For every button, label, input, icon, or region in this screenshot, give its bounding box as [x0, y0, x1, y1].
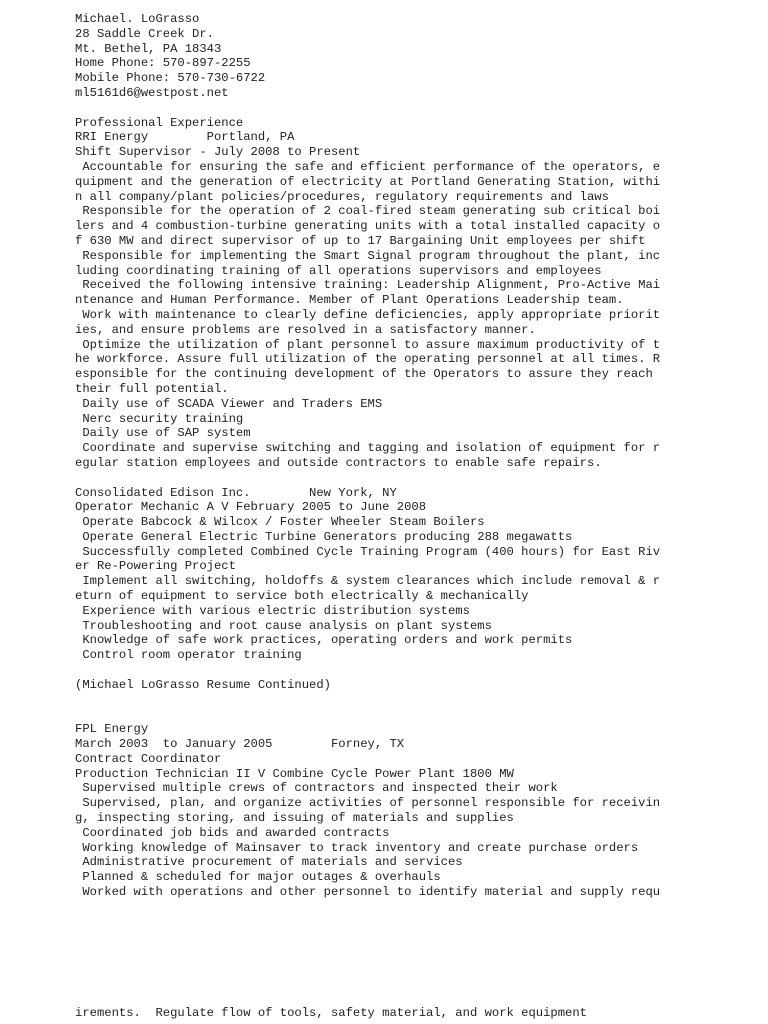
job-detail-line: Administrative procurement of materials and services: [75, 855, 463, 870]
job-detail-line: Responsible for the operation of 2 coal-fired steam generating sub critical boi: [75, 204, 661, 219]
spacer: [75, 663, 765, 678]
job-detail-line: ntenance and Human Performance. Member of Plant Operations Leadership team.: [75, 293, 624, 308]
job-detail-line: Troubleshooting and root cause analysis on plant systems: [75, 618, 492, 633]
job-detail-line: Experience with various electric distribution systems: [75, 603, 470, 618]
job-fpl-energy: [75, 722, 765, 900]
job-detail-line: Worked with operations and other personnel to identify material and supply requ: [75, 885, 661, 900]
contact-home-phone: Home Phone: 570-897-2255: [75, 56, 251, 71]
job-detail-line: er Re-Powering Project: [75, 559, 236, 574]
page-tail-line: irements. Regulate flow of tools, safety material, and work equipment: [75, 1006, 587, 1020]
contact-email: ml5161d6@westpost.net: [75, 85, 229, 100]
job-title: Operator Mechanic A V February 2005 to June 2008: [75, 500, 427, 515]
job-detail-line: Work with maintenance to clearly define deficiencies, apply appropriate priorit: [75, 307, 661, 322]
job-detail-line: he workforce. Assure full utilization of the operating personnel at all times. R: [75, 352, 661, 367]
job-detail-line: ies, and ensure problems are resolved in a satisfactory manner.: [75, 322, 536, 337]
section-title: Professional Experience: [75, 115, 244, 130]
job-title: Production Technician II V Combine Cycle Power Plant 1800 MW: [75, 766, 514, 781]
resume-document: [75, 12, 765, 900]
contact-mobile-phone: Mobile Phone: 570-730-6722: [75, 71, 266, 86]
job-title: Shift Supervisor - July 2008 to Present: [75, 145, 361, 160]
job-dates-location: March 2003 to January 2005 Forney, TX: [75, 737, 405, 752]
contact-address-line-2: Mt. Bethel, PA 18343: [75, 41, 222, 56]
contact-address-line-1: 28 Saddle Creek Dr.: [75, 26, 214, 41]
job-detail-line: n all company/plant policies/procedures, regulatory requirements and laws: [75, 189, 609, 204]
job-detail-line: Daily use of SCADA Viewer and Traders EMS: [75, 396, 383, 411]
job-detail-line: Operate General Electric Turbine Generators producing 288 megawatts: [75, 529, 573, 544]
job-detail-line: Daily use of SAP system: [75, 426, 251, 441]
job-detail-line: Accountable for ensuring the safe and efficient performance of the operators, e: [75, 159, 661, 174]
job-rri-energy: [75, 130, 765, 470]
job-detail-line: eturn of equipment to service both electrically & mechanically: [75, 589, 529, 604]
contact-block: [75, 12, 765, 101]
spacer: [75, 101, 765, 116]
job-detail-line: Successfully completed Combined Cycle Training Program (400 hours) for East Riv: [75, 544, 661, 559]
job-role: Contract Coordinator: [75, 751, 222, 766]
job-detail-line: quipment and the generation of electricity at Portland Generating Station, withi: [75, 174, 661, 189]
job-detail-line: f 630 MW and direct supervisor of up to 17 Bargaining Unit employees per shift: [75, 233, 646, 248]
job-employer: RRI Energy Portland, PA: [75, 130, 295, 145]
spacer: [75, 693, 765, 708]
job-detail-line: Supervised multiple crews of contractors and inspected their work: [75, 781, 558, 796]
job-detail-line: Supervised, plan, and organize activities of personnel responsible for receivin: [75, 796, 661, 811]
job-detail-line: Implement all switching, holdoffs & system clearances which include removal & r: [75, 574, 661, 589]
job-employer: FPL Energy: [75, 722, 149, 737]
job-detail-line: Knowledge of safe work practices, operating orders and work permits: [75, 633, 573, 648]
spacer: [75, 707, 765, 722]
job-employer: Consolidated Edison Inc. New York, NY: [75, 485, 397, 500]
job-detail-line: Optimize the utilization of plant personnel to assure maximum productivity of t: [75, 337, 661, 352]
job-detail-line: esponsible for the continuing development of the Operators to assure they reach: [75, 367, 653, 382]
job-consolidated-edison: [75, 486, 765, 664]
job-detail-line: egular station employees and outside contractors to enable safe repairs.: [75, 455, 602, 470]
job-detail-line: g, inspecting storing, and issuing of materials and supplies: [75, 811, 514, 826]
job-detail-line: luding coordinating training of all operations supervisors and employees: [75, 263, 602, 278]
continued-note: (Michael LoGrasso Resume Continued): [75, 677, 331, 692]
job-detail-line: their full potential.: [75, 381, 229, 396]
contact-name: Michael. LoGrasso: [75, 12, 200, 26]
job-detail-line: lers and 4 combustion-turbine generating units with a total installed capacity o: [75, 219, 661, 234]
job-detail-line: Coordinated job bids and awarded contracts: [75, 825, 390, 840]
job-detail-line: Control room operator training: [75, 648, 302, 663]
job-detail-line: Responsible for implementing the Smart Signal program throughout the plant, inc: [75, 248, 661, 263]
job-detail-line: Working knowledge of Mainsaver to track inventory and create purchase orders: [75, 840, 639, 855]
job-detail-line: Operate Babcock & Wilcox / Foster Wheeler Steam Boilers: [75, 515, 485, 530]
job-detail-line: Planned & scheduled for major outages & overhauls: [75, 870, 441, 885]
job-detail-line: Nerc security training: [75, 411, 244, 426]
job-detail-line: Received the following intensive training: Leadership Alignment, Pro-Active Mai: [75, 278, 661, 293]
spacer: [75, 471, 765, 486]
job-detail-line: Coordinate and supervise switching and tagging and isolation of equipment for r: [75, 441, 661, 456]
